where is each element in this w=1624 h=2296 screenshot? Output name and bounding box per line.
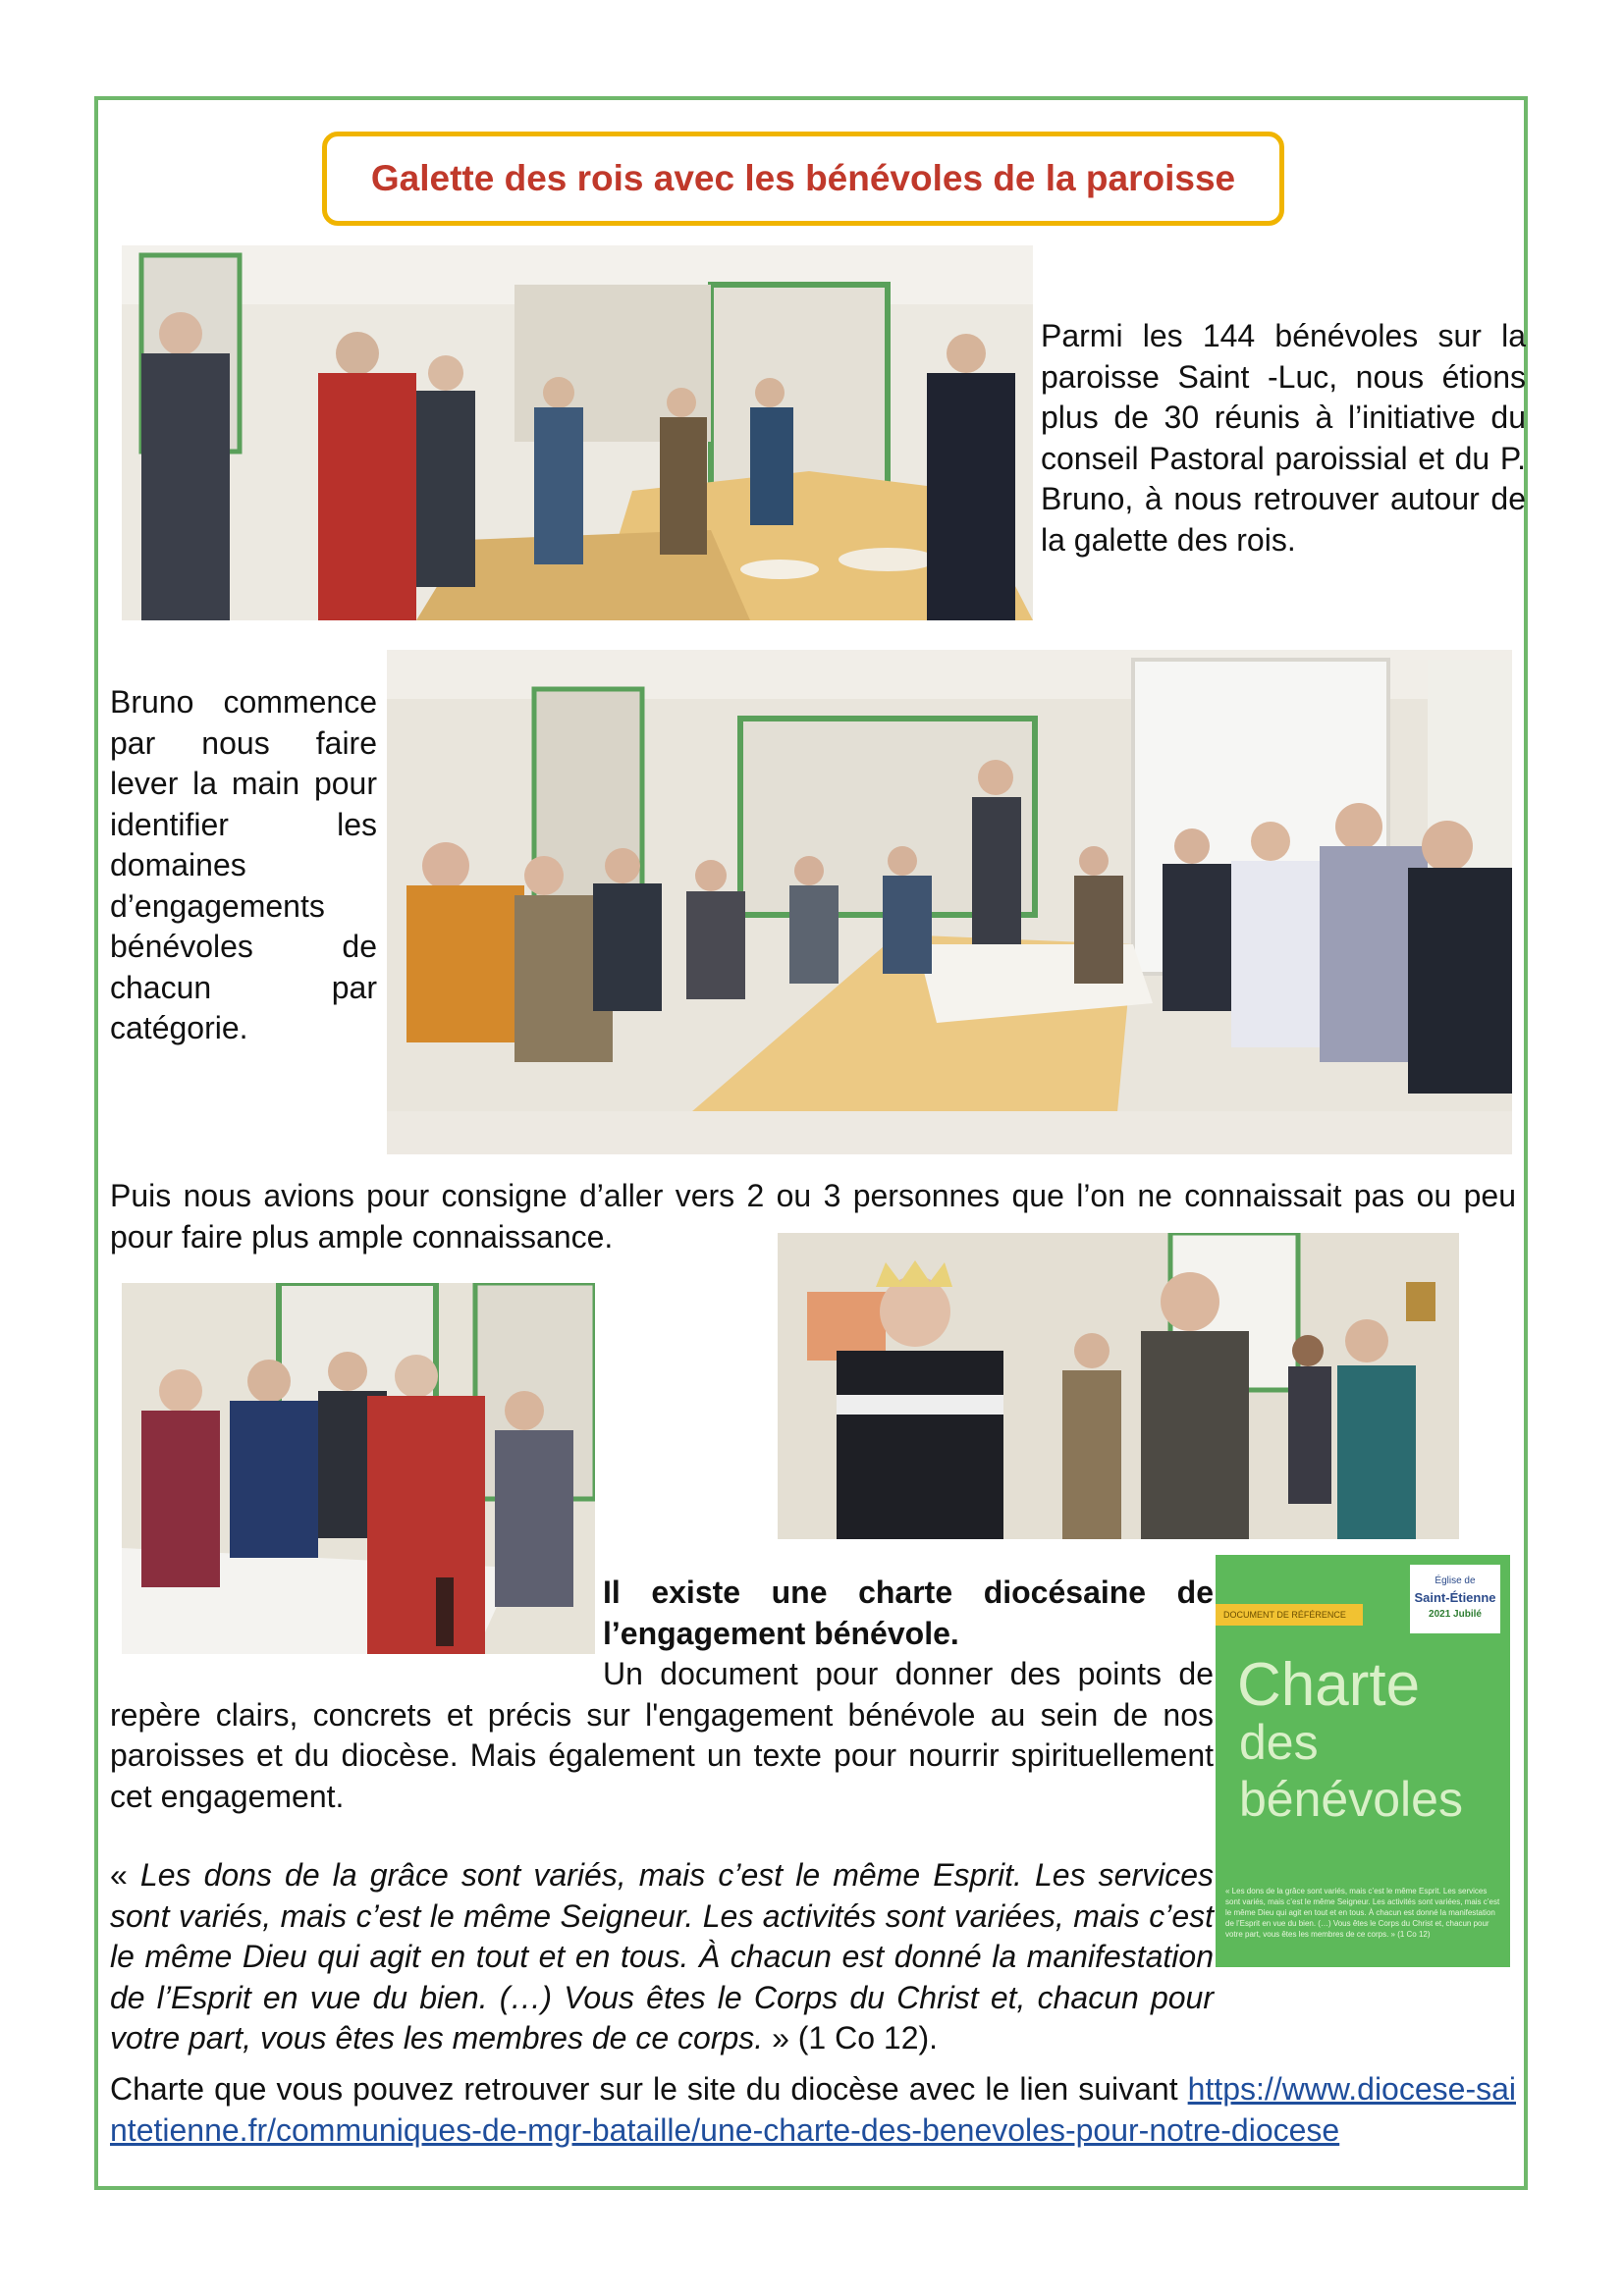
- link-block: [110, 2069, 1516, 2151]
- logo-line-1: Église de: [1435, 1575, 1476, 1586]
- bruno-text: Bruno commence par nous faire lever la main pour identifier les domaines d’engagements bénévoles de chacun par catégorie.: [110, 684, 377, 1045]
- photo-galette-table: [122, 245, 1033, 620]
- cover-title-line-1: Charte: [1237, 1651, 1421, 1719]
- page-title-text: Galette des rois avec les bénévoles de la paroisse: [370, 158, 1236, 198]
- logo-line-3: 2021 Jubilé: [1429, 1609, 1482, 1620]
- intro-paragraph: [1041, 316, 1526, 561]
- quote-ref: » (1 Co 12).: [763, 2020, 939, 2056]
- charte-bold-text: Il existe une charte diocésaine de l’engagement bénévole.: [603, 1575, 1214, 1651]
- cover-footer: « Les dons de la grâce sont variés, mais c’est le même Esprit. Les services sont variés, mais c’est le même Seigneur. Les activités sont variées, mais c’est le même Dieu qui agit en tout et en tous. À chacun est donné la manifestation de l’Esprit en vue du bien. (…) Vous êtes le Corps du Christ et, chacun pour votre part, vous êtes les membres de ce corps. » (1 Co 12): [1225, 1887, 1500, 1939]
- photo-meeting-room: [387, 650, 1512, 1154]
- charte-link[interactable]: https://www.diocese-saintetienne.fr/communiques-de-mgr-bataille/une-charte-des-benevoles-pour-notre-diocese: [110, 2071, 1516, 2148]
- quote-text: Les dons de la grâce sont variés, mais c’est le même Esprit. Les services sont variés, mais c’est le même Seigneur. Les activités sont variées, mais c’est le même Dieu qui agit en tout et en tous. À chacun est donné la manifestation de l’Esprit en vue du bien. (…) Vous êtes le Corps du Christ et, chacun pour votre part, vous êtes les membres de ce corps.: [110, 1857, 1215, 2056]
- charte-text: Un document pour donner des points de repère clairs, concrets et précis sur l'engagement bénévole au sein de nos paroisses et du diocèse. Mais également un texte pour nourrir spirituellement cet engagement.: [110, 1656, 1214, 1814]
- charte-paragraph: [110, 1573, 1214, 1817]
- photo-crown-conversation: [778, 1233, 1459, 1539]
- link-intro: Charte que vous pouvez retrouver sur le site du diocèse avec le lien suivant: [110, 2071, 1188, 2107]
- page-title: [322, 132, 1284, 226]
- cover-tag: DOCUMENT DE RÉFÉRENCE: [1216, 1604, 1363, 1626]
- intro-text: Parmi les 144 bénévoles sur la paroisse Saint -Luc, nous étions plus de 30 réunis à l’initiative du conseil Pastoral paroissial et du P. Bruno, à nous retrouver autour de la galette des rois.: [1041, 318, 1526, 558]
- cover-title: [1237, 1651, 1463, 1828]
- link-paragraph: [110, 2069, 1516, 2151]
- quote-block: [110, 1855, 1214, 2059]
- charte-cover-image: [1216, 1555, 1510, 1967]
- diocese-logo: [1410, 1565, 1500, 1633]
- quote-open: «: [110, 1857, 140, 1893]
- quote-paragraph: [110, 1855, 1214, 2059]
- consigne-text: Puis nous avions pour consigne d’aller vers 2 ou 3 personnes que l’on ne connaissait pas ou peu pour faire plus ample connaissance.: [110, 1178, 1516, 1255]
- logo-line-2: Saint-Étienne: [1414, 1590, 1496, 1605]
- cover-title-line-3: bénévoles: [1239, 1772, 1463, 1827]
- bruno-paragraph: [110, 682, 377, 1049]
- cover-title-line-2: des: [1239, 1715, 1319, 1770]
